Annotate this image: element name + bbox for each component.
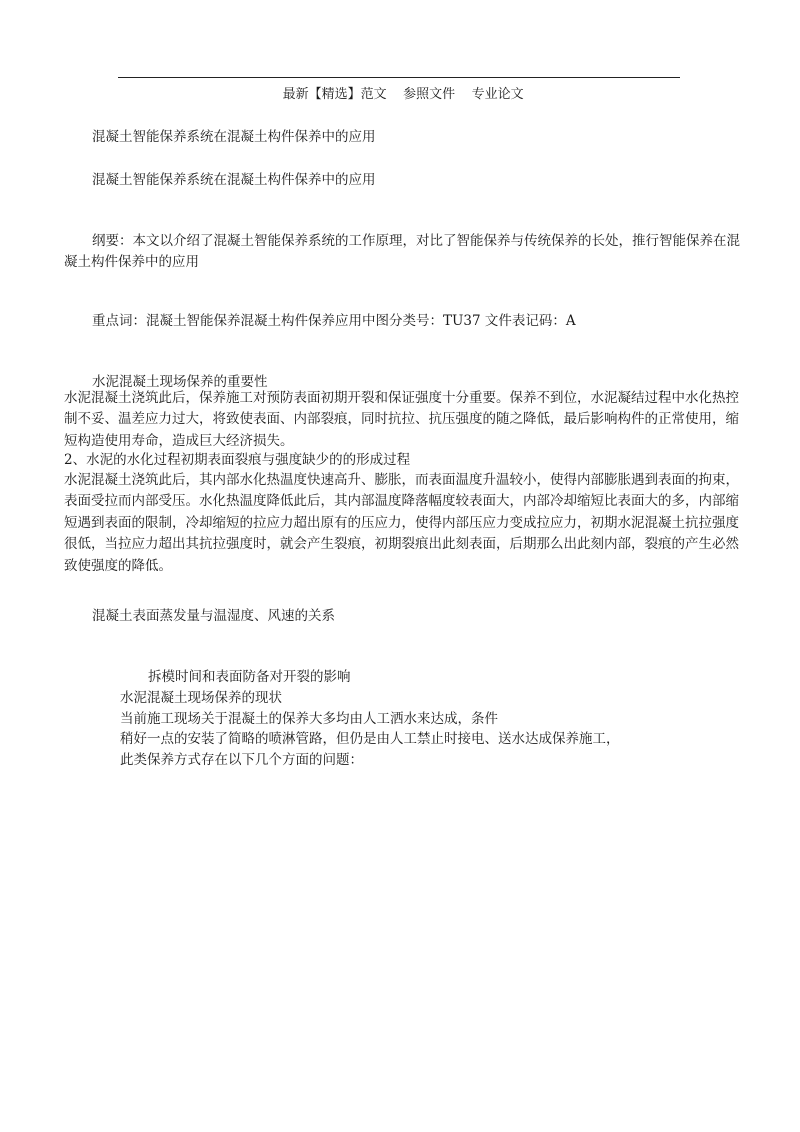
- section-body-cracking: 水泥混凝土浇筑此后，其内部水化热温度快速高升、膨胀，而表面温度升温较小，使得内部膨胀遇到表面的拘束，表面受拉而内部受压。水化热温度降低此后，其内部温度降落幅度较表面大，内部冷却缩短比表面大的多，内部缩短遇到表面的限制，冷却缩短的拉应力超出原有的压应力，使得内部压应力变成拉应力，初期水泥混凝土抗拉强度很低，当拉应力超出其抗拉强度时，就会产生裂痕，初期裂痕出此刻表面，后期那么出此刻内部，裂痕的产生必然致使强度的降低。: [64, 472, 739, 574]
- section-body-importance: 水泥混凝土浇筑此后，保养施工对预防表面初期开裂和保证强度十分重要。保养不到位，水泥凝结过程中水化热控制不妥、温差应力过大，将致使表面、内部裂痕，同时抗拉、抗压强度的随之降低，最后影响构件的正常使用，缩短构造使用寿命，造成巨大经济损失。: [64, 390, 739, 449]
- status-line-2: 稍好一点的安装了简略的喷淋管路，但仍是由人工禁止时接电、送水达成保养施工，: [120, 731, 620, 747]
- status-line-1: 当前施工现场关于混凝土的保养大多均由人工洒水来达成，条件: [120, 711, 498, 727]
- section-heading-status: 水泥混凝土现场保养的现状: [120, 690, 282, 706]
- status-line-3: 此类保养方式存在以下几个方面的问题：: [120, 752, 363, 768]
- abstract-paragraph: 纲要：本文以介绍了混凝土智能保养系统的工作原理，对比了智能保养与传统保养的长处，推行智能保养在混凝土构件保养中的应用: [64, 233, 740, 271]
- document-title: 混凝土智能保养系统在混凝土构件保养中的应用: [92, 129, 376, 145]
- section-heading-importance: 水泥混凝土现场保养的重要性: [92, 374, 268, 390]
- section-heading-evaporation: 混凝土表面蒸发量与温湿度、风速的关系: [92, 608, 335, 624]
- section-heading-cracking: 2、水泥的水化过程初期表面裂痕与强度缺少的的形成过程: [64, 452, 411, 468]
- page-header: [118, 68, 680, 104]
- header-text: 最新【精选】范文 参照文件 专业论文: [279, 87, 528, 102]
- section-heading-formwork: 拆模时间和表面防备对开裂的影响: [148, 669, 351, 685]
- keywords-line: 重点词：混凝土智能保养混凝土构件保养应用中图分类号：TU37 文件表记码：A: [92, 313, 576, 329]
- document-subtitle: 混凝土智能保养系统在混凝土构件保养中的应用: [92, 172, 376, 188]
